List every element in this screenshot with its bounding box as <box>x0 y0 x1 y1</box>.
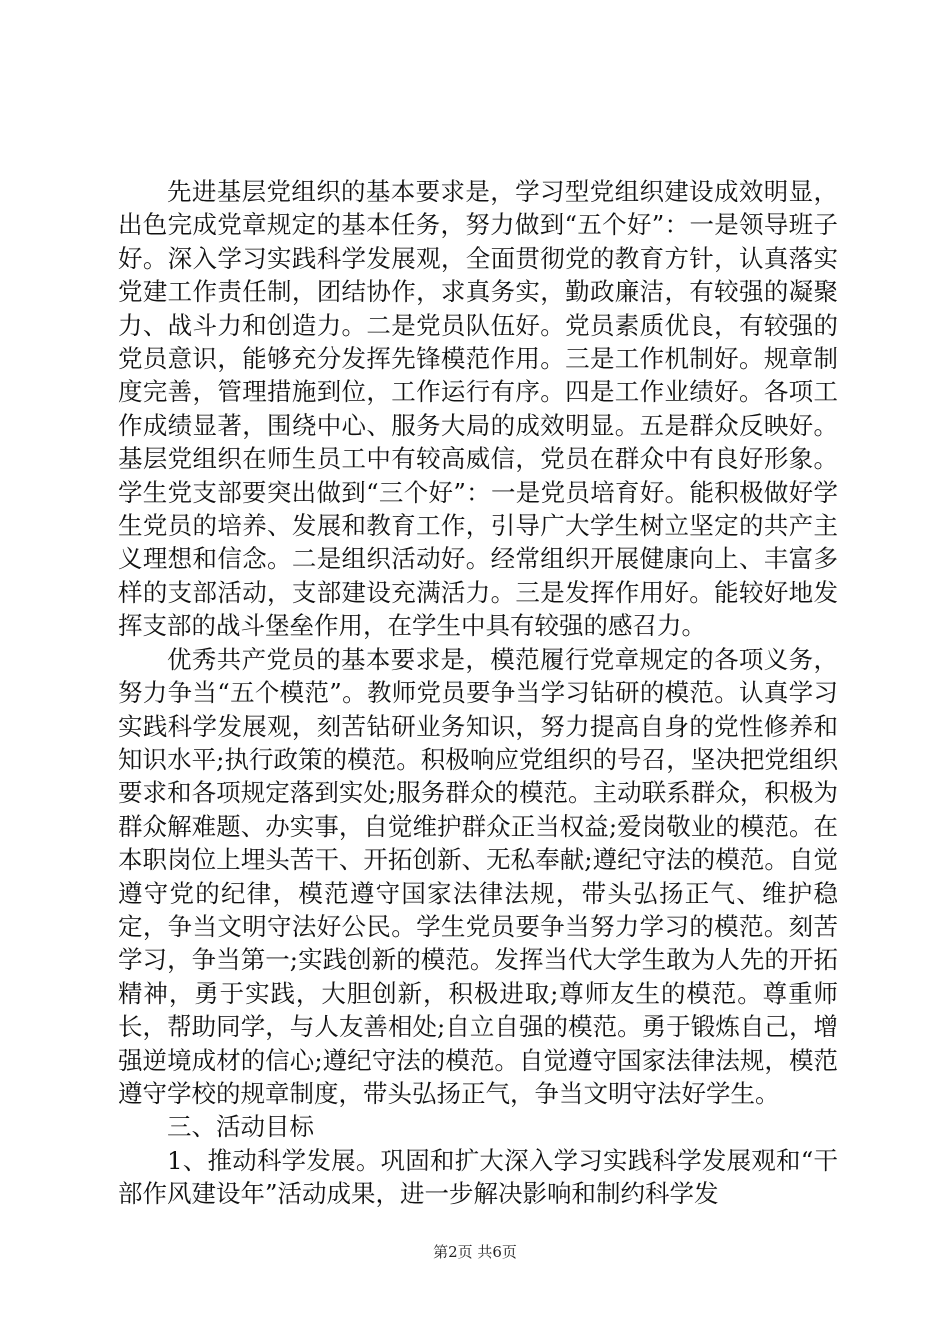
document-body <box>118 175 838 1211</box>
section-heading-activity-goals: 三、活动目标 <box>167 1112 314 1142</box>
paragraph-excellent-party-member: 优秀共产党员的基本要求是，模范履行党章规定的各项义务，努力争当“五个模范”。教师党员要争当学习钻研的模范。认真学习实践科学发展观，刻苦钻研业务知识，努力提高自身的党性修养和知识水平;执行政策的模范。积极响应党组织的号召，坚决把党组织要求和各项规定落到实处;服务群众的模范。主动联系群众，积极为群众解难题、办实事，自觉维护群众正当权益;爱岗敬业的模范。在本职岗位上埋头苦干、开拓创新、无私奉献;遵纪守法的模范。自觉遵守党的纪律，模范遵守国家法律法规，带头弘扬正气、维护稳定，争当文明守法好公民。学生党员要争当努力学习的模范。刻苦学习，争当第一;实践创新的模范。发挥当代大学生敢为人先的开拓精神，勇于实践，大胆创新，积极进取;尊师友生的模范。尊重师长，帮助同学，与人友善相处;自立自强的模范。勇于锻炼自己，增强逆境成材的信心;遵纪守法的模范。自觉遵守国家法律法规，模范遵守学校的规章制度，带头弘扬正气，争当文明守法好学生。 <box>118 644 838 1108</box>
paragraph-advanced-party-organization: 先进基层党组织的基本要求是，学习型党组织建设成效明显，出色完成党章规定的基本任务，努力做到“五个好”：一是领导班子好。深入学习实践科学发展观，全面贯彻党的教育方针，认真落实党建工作责任制，团结协作，求真务实，勤政廉洁，有较强的凝聚力、战斗力和创造力。二是党员队伍好。党员素质优良，有较强的党员意识，能够充分发挥先锋模范作用。三是工作机制好。规章制度完善，管理措施到位，工作运行有序。四是工作业绩好。各项工作成绩显著，围绕中心、服务大局的成效明显。五是群众反映好。基层党组织在师生员工中有较高威信，党员在群众中有良好形象。学生党支部要突出做到“三个好”：一是党员培育好。能积极做好学生党员的培养、发展和教育工作，引导广大学生树立坚定的共产主义理想和信念。二是组织活动好。经常组织开展健康向上、丰富多样的支部活动，支部建设充满活力。三是发挥作用好。能较好地发挥支部的战斗堡垒作用，在学生中具有较强的感召力。 <box>118 177 838 641</box>
page-footer: 第2页 共6页 <box>433 1243 517 1261</box>
paragraph-goal-1: 1、推动科学发展。巩固和扩大深入学习实践科学发展观和“干部作风建设年”活动成果，进一步解决影响和制约科学发 <box>118 1145 838 1209</box>
